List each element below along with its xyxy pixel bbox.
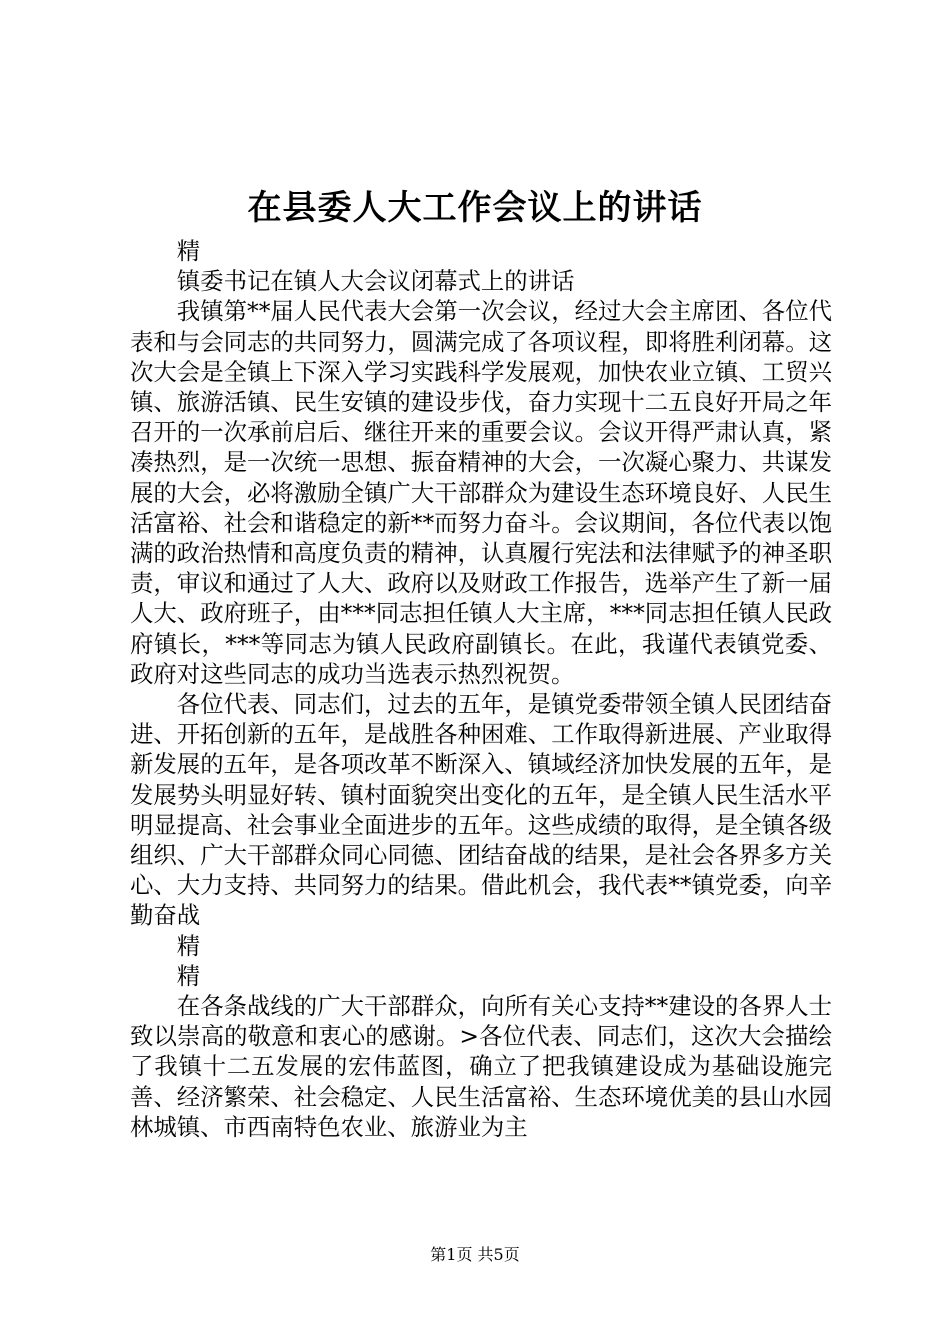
paragraph-marker: 精 — [176, 931, 201, 960]
paragraph-body: 各位代表、同志们，过去的五年，是镇党委带领全镇人民团结奋进、开拓创新的五年，是战胜各种困难、工作取得新进展、产业取得新发展的五年，是各项改革不断深入、镇域经济加快发展的五年，是发展势头明显好转、镇村面貌突出变化的五年，是全镇人民生活水平明显提高、社会事业全面进步的五年。这些成绩的取得，是全镇各级组织、广大干部群众同心同德、团结奋战的结果，是社会各界多方关心、大力支持、共同努力的结果。借此机会，我代表**镇党委，向辛勤奋战 — [130, 690, 832, 930]
paragraph-marker: 精 — [176, 237, 201, 265]
paragraph-body: 我镇第**届人民代表大会第一次会议，经过大会主席团、各位代表和与会同志的共同努力，圆满完成了各项议程，即将胜利闭幕。这次大会是全镇上下深入学习实践科学发展观，加快农业立镇、工贸兴镇、旅游活镇、民生安镇的建设步伐，奋力实现十二五良好开局之年召开的一次承前启后、继往开来的重要会议。会议开得严肃认真，紧凑热烈，是一次统一思想、振奋精神的大会，一次凝心聚力、共谋发展的大会，必将激励全镇广大干部群众为建设生态环境良好、人民生活富裕、社会和谐稳定的新**而努力奋斗。会议期间，各位代表以饱满的政治热情和高度负责的精神，认真履行宪法和法律赋予的神圣职责，审议和通过了人大、政府以及财政工作报告，选举产生了新一届人大、政府班子，由***同志担任镇人大主席，***同志担任镇人民政府镇长，***等同志为镇人民政府副镇长。在此，我谨代表镇党委、政府对这些同志的成功当选表示热烈祝贺。 — [130, 297, 832, 688]
paragraph-body: 在各条战线的广大干部群众，向所有关心支持**建设的各界人士致以崇高的敬意和衷心的感谢。>各位代表、同志们，这次大会描绘了我镇十二五发展的宏伟蓝图，确立了把我镇建设成为基础设施完善、经济繁荣、社会稳定、人民生活富裕、生态环境优美的县山水园林城镇、市西南特色农业、旅游业为主 — [130, 992, 832, 1141]
document-body — [130, 236, 832, 1142]
page-footer: 第1页 共5页 — [430, 1245, 520, 1264]
document-title: 在县委人大工作会议上的讲话 — [247, 188, 703, 228]
paragraph-subtitle: 镇委书记在镇人大会议闭幕式上的讲话 — [176, 267, 575, 296]
paragraph-marker: 精 — [176, 961, 201, 990]
